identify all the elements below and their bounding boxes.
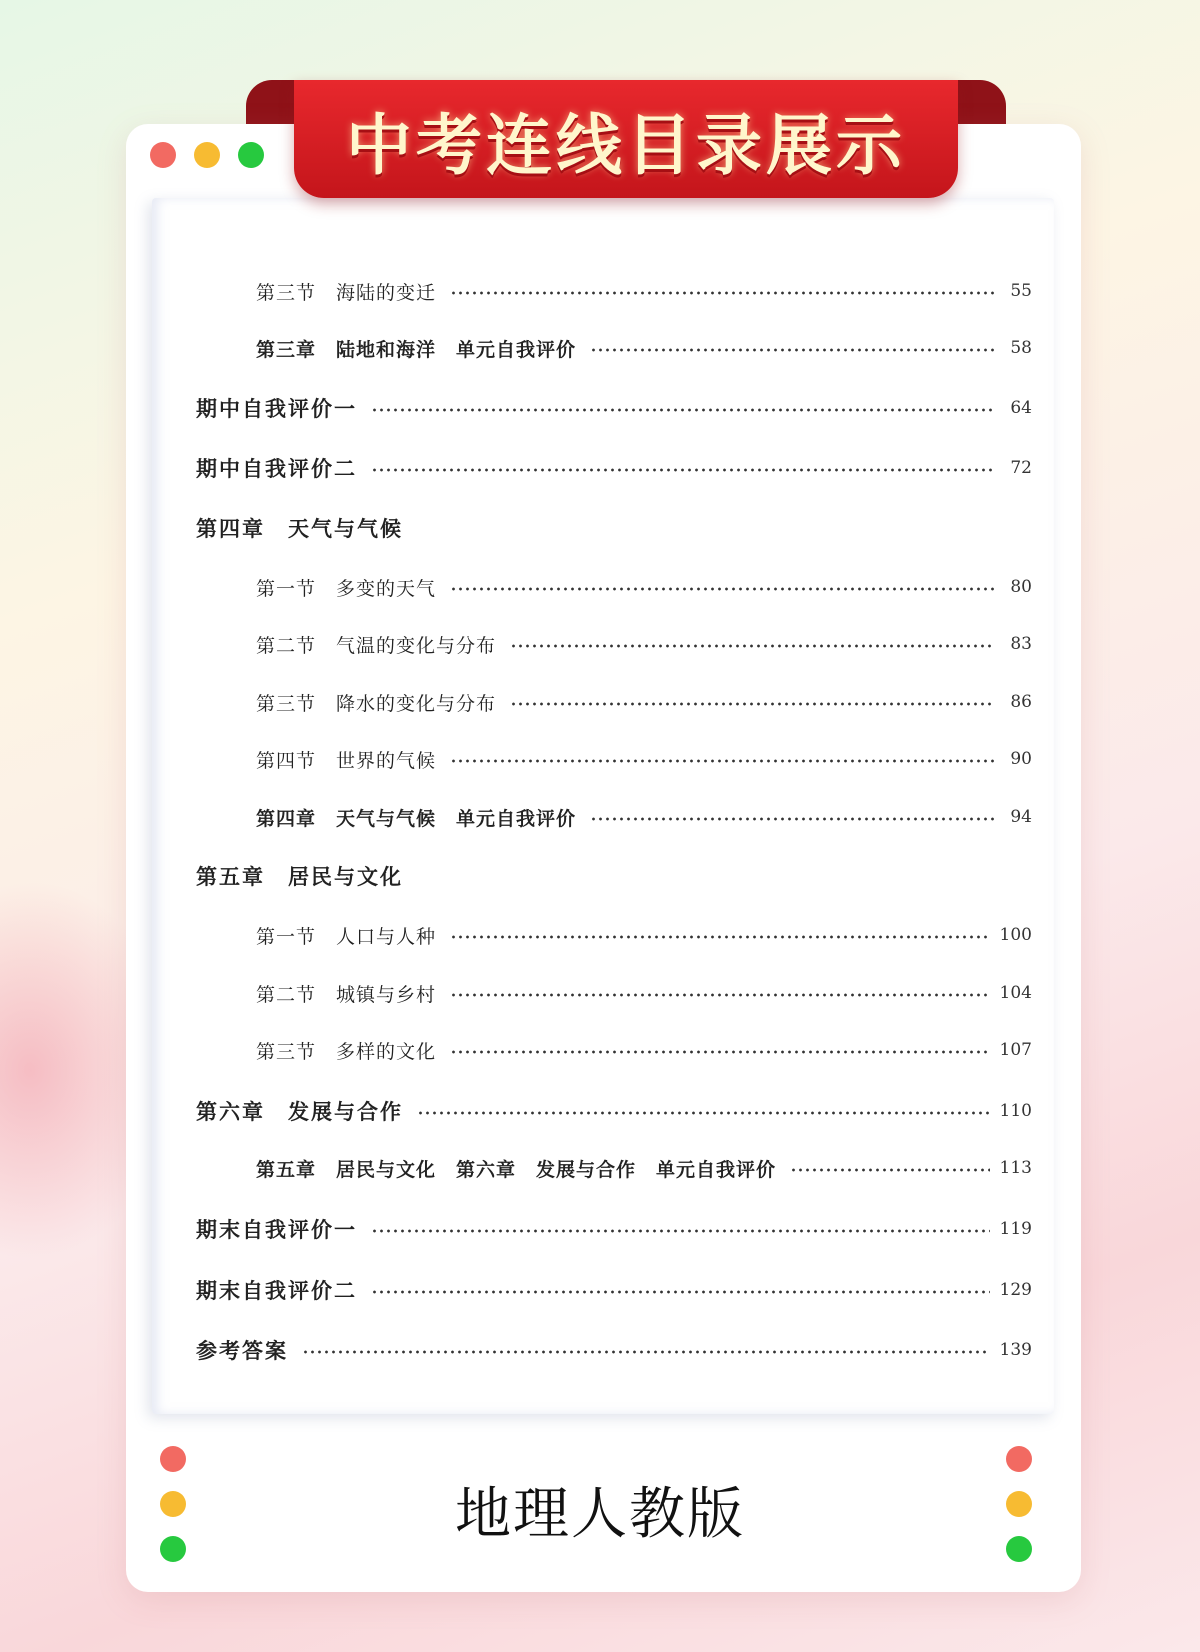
toc-page-number: 90 [1010, 749, 1032, 769]
toc-leader-dots [371, 468, 994, 472]
table-of-contents [152, 198, 1054, 1414]
toc-entry[interactable] [256, 1153, 1032, 1183]
toc-entry-label: 第四章 天气与气候 [196, 517, 403, 541]
toc-leader-dots [302, 1350, 990, 1354]
toc-entry[interactable] [256, 1035, 1032, 1065]
toc-entry-label: 第三章 陆地和海洋 单元自我评价 [256, 338, 577, 361]
banner-title: 中考连线目录展示 [346, 106, 906, 184]
window-minimize-dot [194, 142, 220, 168]
toc-page-number: 104 [999, 983, 1032, 1003]
title-banner [294, 80, 958, 198]
toc-page [152, 198, 1054, 1414]
toc-entry-label: 第四节 世界的气候 [256, 749, 437, 772]
toc-entry-label: 第一节 人口与人种 [256, 925, 437, 948]
toc-page-number: 86 [1010, 692, 1032, 712]
toc-leader-dots [790, 1168, 990, 1172]
toc-leader-dots [371, 1290, 990, 1294]
toc-entry[interactable] [256, 978, 1032, 1008]
toc-leader-dots [371, 408, 994, 412]
footer-left-red-dot [160, 1446, 186, 1472]
toc-leader-dots [450, 993, 990, 997]
toc-entry[interactable] [256, 744, 1032, 774]
toc-entry[interactable] [256, 333, 1032, 363]
toc-entry-label: 第一节 多变的天气 [256, 577, 437, 600]
toc-entry[interactable] [256, 687, 1032, 717]
toc-leader-dots [590, 817, 994, 821]
toc-entry[interactable] [256, 276, 1032, 306]
toc-page-number: 119 [999, 1219, 1032, 1239]
toc-leader-dots [450, 759, 994, 763]
toc-leader-dots [450, 587, 994, 591]
footer-right-red-dot [1006, 1446, 1032, 1472]
window-close-dot [150, 142, 176, 168]
toc-page-number: 110 [999, 1101, 1032, 1121]
toc-page-number: 129 [999, 1280, 1032, 1300]
toc-entry-label: 第六章 发展与合作 [196, 1100, 403, 1124]
toc-entry-label: 第三节 降水的变化与分布 [256, 692, 497, 715]
toc-page-number: 107 [999, 1040, 1032, 1060]
toc-leader-dots [417, 1111, 990, 1115]
toc-entry[interactable] [196, 393, 1032, 423]
toc-entry[interactable] [256, 920, 1032, 950]
toc-entry-label: 第三节 海陆的变迁 [256, 281, 437, 304]
toc-leader-dots [590, 348, 994, 352]
toc-leader-dots [450, 1050, 990, 1054]
toc-page-number: 55 [1010, 281, 1032, 301]
toc-entry-label: 第三节 多样的文化 [256, 1040, 437, 1063]
toc-entry[interactable] [196, 1335, 1032, 1365]
toc-entry[interactable] [196, 1214, 1032, 1244]
toc-page-number: 72 [1010, 458, 1032, 478]
toc-page-number: 80 [1010, 577, 1032, 597]
toc-entry-label: 第二节 城镇与乡村 [256, 983, 437, 1006]
toc-entry-label: 第四章 天气与气候 单元自我评价 [256, 807, 577, 830]
toc-entry[interactable] [196, 453, 1032, 483]
toc-entry[interactable] [196, 513, 1032, 543]
toc-leader-dots [450, 935, 990, 939]
toc-entry-label: 期中自我评价二 [196, 457, 357, 481]
toc-leader-dots [510, 702, 994, 706]
toc-entry-label: 第五章 居民与文化 [196, 865, 403, 889]
toc-page-number: 94 [1010, 807, 1032, 827]
toc-entry-label: 期中自我评价一 [196, 397, 357, 421]
toc-page-number: 64 [1010, 398, 1032, 418]
toc-leader-dots [450, 291, 994, 295]
toc-page-number: 83 [1010, 634, 1032, 654]
toc-entry[interactable] [196, 1096, 1032, 1126]
toc-page-number: 113 [999, 1158, 1032, 1178]
toc-page-number: 100 [999, 925, 1032, 945]
toc-leader-dots [510, 644, 994, 648]
toc-entry[interactable] [256, 572, 1032, 602]
toc-page-number: 58 [1010, 338, 1032, 358]
toc-entry-label: 参考答案 [196, 1339, 288, 1363]
toc-leader-dots [371, 1229, 990, 1233]
edition-subtitle: 地理人教版 [455, 1482, 745, 1547]
toc-entry[interactable] [256, 629, 1032, 659]
toc-entry-label: 第五章 居民与文化 第六章 发展与合作 单元自我评价 [256, 1158, 777, 1181]
toc-entry-label: 期末自我评价一 [196, 1218, 357, 1242]
toc-entry[interactable] [196, 1275, 1032, 1305]
toc-entry[interactable] [256, 802, 1032, 832]
toc-entry-label: 第二节 气温的变化与分布 [256, 634, 497, 657]
window-maximize-dot [238, 142, 264, 168]
toc-entry-label: 期末自我评价二 [196, 1279, 357, 1303]
toc-entry[interactable] [196, 861, 1032, 891]
toc-page-number: 139 [999, 1340, 1032, 1360]
